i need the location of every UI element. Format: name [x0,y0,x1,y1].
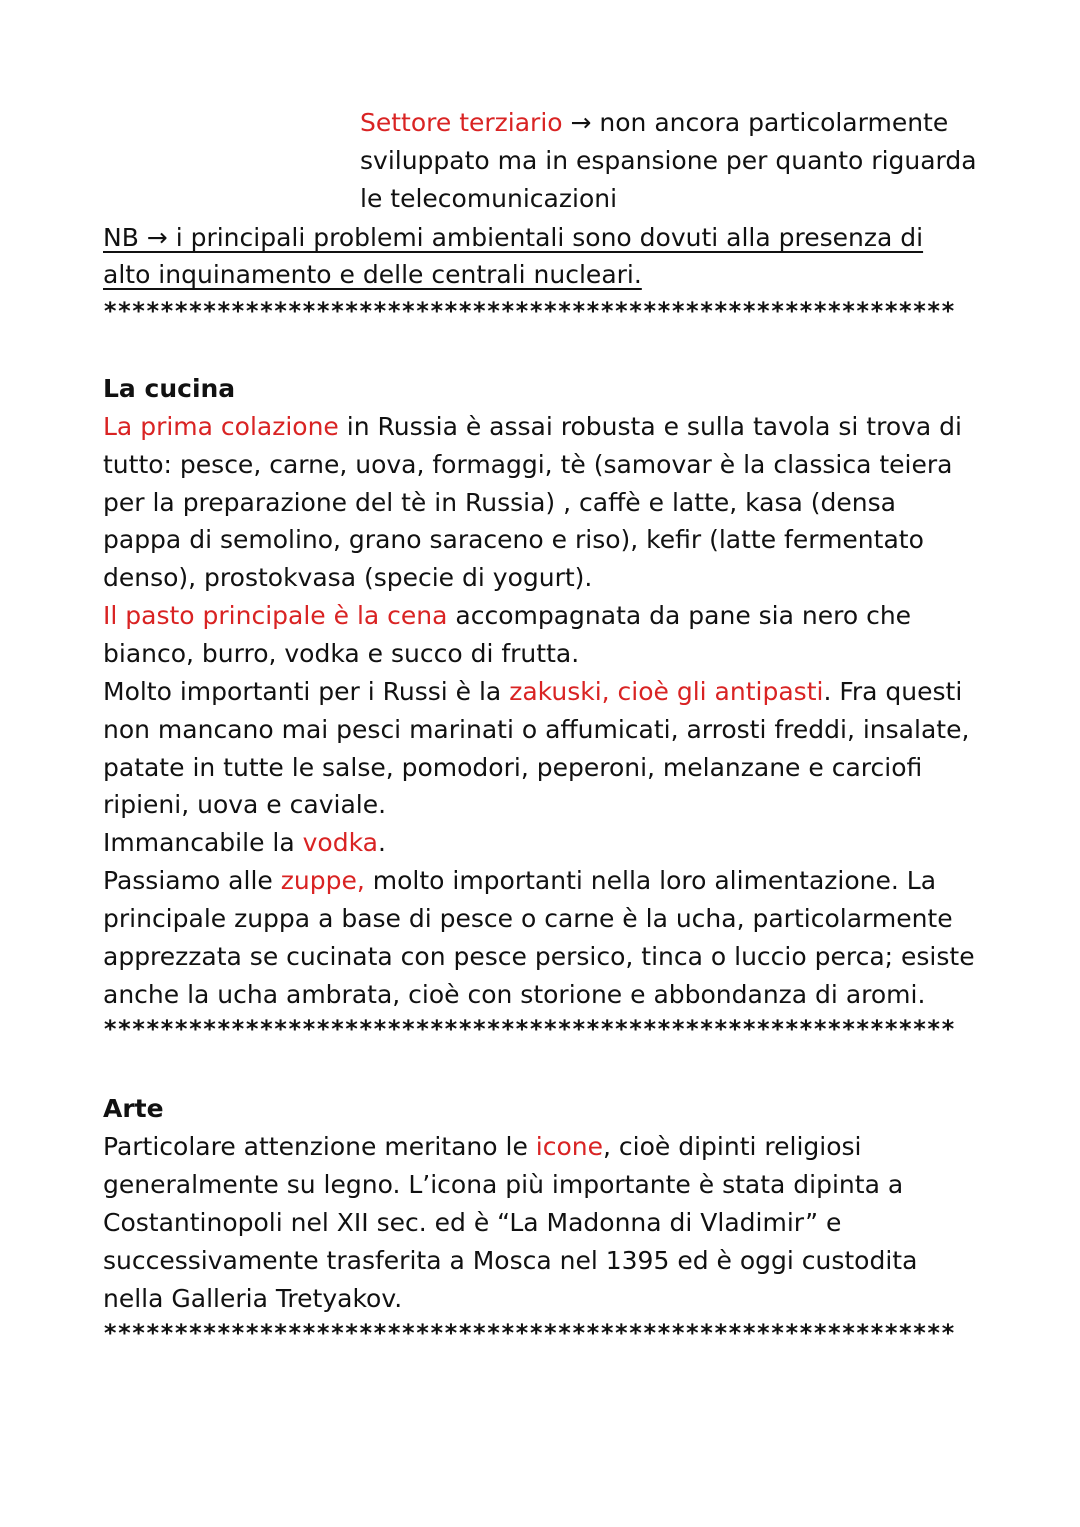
text: , cioè dipinti religiosi [603,1132,862,1161]
text: . Fra questi [823,677,963,706]
highlight: icone [535,1132,604,1161]
separator-3: ************************************************************ [103,1319,955,1347]
cucina-heading: La cucina [103,374,236,403]
nb-line-1: NB → i principali problemi ambientali sono dovuti alla presenza di [103,223,924,252]
text: molto importanti nella loro alimentazione. La [364,866,937,895]
cucina-line-4: pappa di semolino, grano saraceno e riso), kefir (latte fermentato [103,525,924,554]
cucina-line-13 [103,862,936,900]
cucina-line-11: ripieni, uova e caviale. [103,790,387,819]
cucina-line-3: per la preparazione del tè in Russia) , caffè e latte, kasa (densa [103,488,896,517]
text: Molto importanti per i Russi è la [103,677,510,706]
cucina-line-5: denso), prostokvasa (specie di yogurt). [103,563,593,592]
arte-line-1 [103,1128,861,1166]
arte-line-2: generalmente su legno. L’icona più importante è stata dipinta a [103,1170,904,1199]
separator-1: ************************************************************ [103,297,955,325]
arrow: → [562,108,600,137]
text: accompagnata da pane sia nero che [447,601,912,630]
arte-line-3: Costantinopoli nel XII sec. ed è “La Madonna di Vladimir” e [103,1208,842,1237]
separator-2: ************************************************************ [103,1015,955,1043]
cucina-line-14: principale zuppa a base di pesce o carne è la ucha, particolarmente [103,904,953,933]
terziario-line-1 [360,104,948,142]
cucina-line-10: patate in tutte le salse, pomodori, peperoni, melanzane e carciofi [103,753,923,782]
terziario-line-2: sviluppato ma in espansione per quanto riguarda [360,146,977,175]
arte-heading: Arte [103,1094,164,1123]
arte-line-5: nella Galleria Tretyakov. [103,1284,403,1313]
highlight: La prima colazione [103,412,339,441]
text: Particolare attenzione meritano le [103,1132,536,1161]
text: . [377,828,386,857]
text: Immancabile la [103,828,303,857]
highlight: Il pasto principale è la cena [103,601,448,630]
text: Passiamo alle [103,866,281,895]
terziario-label: Settore terziario [360,108,563,137]
terziario-text: non ancora particolarmente [599,108,949,137]
cucina-line-9: non mancano mai pesci marinati o affumicati, arrosti freddi, insalate, [103,715,970,744]
cucina-line-16: anche la ucha ambrata, cioè con storione e abbondanza di aromi. [103,980,926,1009]
cucina-line-1 [103,408,962,446]
text: in Russia è assai robusta e sulla tavola si trova di [338,412,962,441]
highlight: vodka [302,828,378,857]
cucina-line-8 [103,673,962,711]
cucina-line-15: apprezzata se cucinata con pesce persico, tinca o luccio perca; esiste [103,942,975,971]
highlight: zuppe, [280,866,365,895]
nb-line-2: alto inquinamento e delle centrali nucleari. [103,260,642,289]
cucina-line-7: bianco, burro, vodka e succo di frutta. [103,639,580,668]
highlight: zakuski, cioè gli antipasti [509,677,824,706]
arte-line-4: successivamente trasferita a Mosca nel 1395 ed è oggi custodita [103,1246,918,1275]
cucina-line-12 [103,824,386,862]
cucina-line-2: tutto: pesce, carne, uova, formaggi, tè (samovar è la classica teiera [103,450,953,479]
cucina-line-6 [103,597,911,635]
terziario-line-3: le telecomunicazioni [360,184,618,213]
